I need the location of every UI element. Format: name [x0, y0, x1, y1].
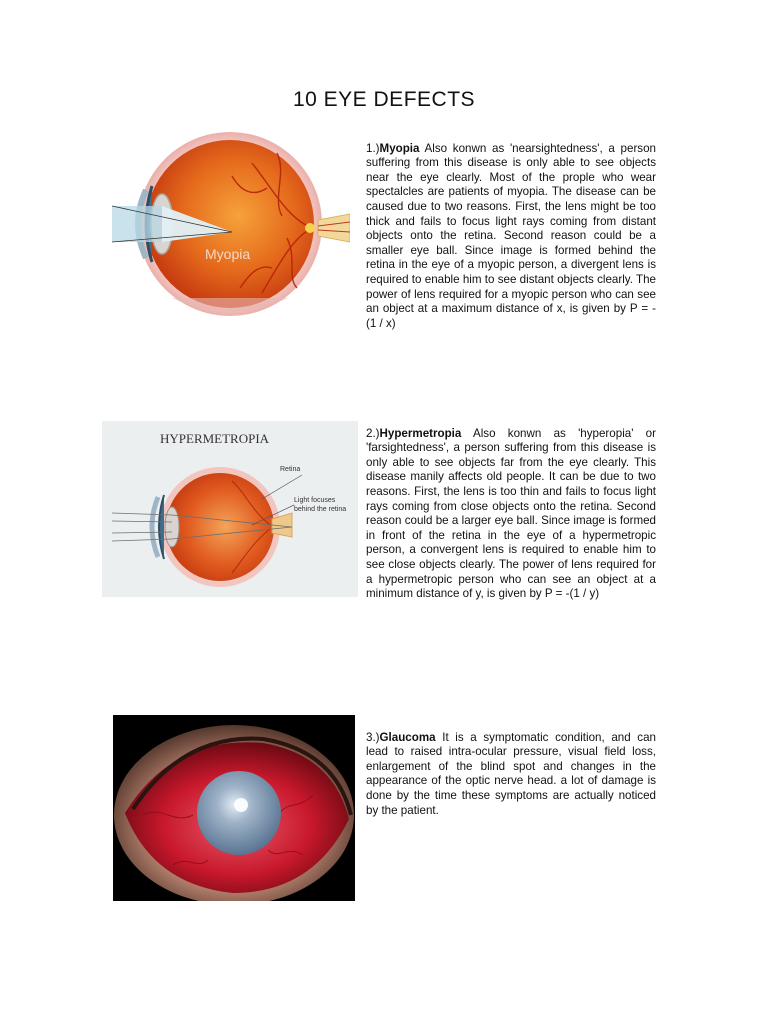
retina-label: Retina — [280, 466, 301, 473]
myopia-eye-image — [112, 128, 350, 320]
page-title: 10 EYE DEFECTS — [292, 88, 476, 111]
section-heading-glaucoma: Glaucoma — [379, 730, 436, 744]
glaucoma-eye-photo — [113, 715, 355, 901]
light-focuses-label-line1: Light focuses — [294, 497, 336, 504]
section-number: 3.) — [366, 730, 380, 744]
hypermetropia-image-title: HYPERMETROPIA — [160, 431, 270, 446]
hypermetropia-diagram-image — [102, 421, 358, 597]
section-text: Also konwn as 'hyperopia' or 'farsightedness', a person suffering from this disease is only able to see objects far from the eye clearly. This disease manily affects old people. It can be due to two reasons. First, the lens is too thin and fails to focus light rays coming from close objects onto the retina. Second reason could be a larger eye ball. Since image is formed in front of the retina in the eye of a hypermetropic person, a convergent lens is required to enable him to see close objects clearly. The power of lens required for a hypermetropic person who can see an object at a minimum distance of y, is given by P = -(1 / y) — [366, 426, 656, 601]
section-heading-hypermetropia: Hypermetropia — [379, 426, 462, 440]
hypermetropia-description — [366, 427, 656, 602]
myopia-image-label: Myopia — [205, 246, 251, 262]
glaucoma-description — [366, 731, 656, 819]
section-heading-myopia: Myopia — [379, 141, 420, 155]
section-text: It is a symptomatic condition, and can lead to raised intra-ocular pressure, visual field loss, enlargement of the blind spot and changes in the appearance of the optic nerve head. a lot of damage is done by the time these symptoms are actually noticed by the patient. — [366, 730, 656, 817]
myopia-description — [366, 142, 656, 332]
section-number: 2.) — [366, 426, 380, 440]
light-focuses-label-line2: behind the retina — [294, 506, 347, 513]
section-text: Also konwn as 'nearsightedness', a person suffering from this disease is only able to see objects near the eye clearly. Most of the prople who wear spectalcles are patients of myopia. The disease can be caused due to two reasons. First, the lens might be too thick and fails to focus light rays coming from distant objects onto the retina. Second reason could be a smaller eye ball. Since image is formed behind the retina in the eye of a myopic person, a divergent lens is required to enable him to see distant objects clearly. The power of lens required for a myopic person who can see an object at a maximum distance of x, is given by P = -(1 / x) — [366, 141, 656, 330]
section-number: 1.) — [366, 141, 380, 155]
